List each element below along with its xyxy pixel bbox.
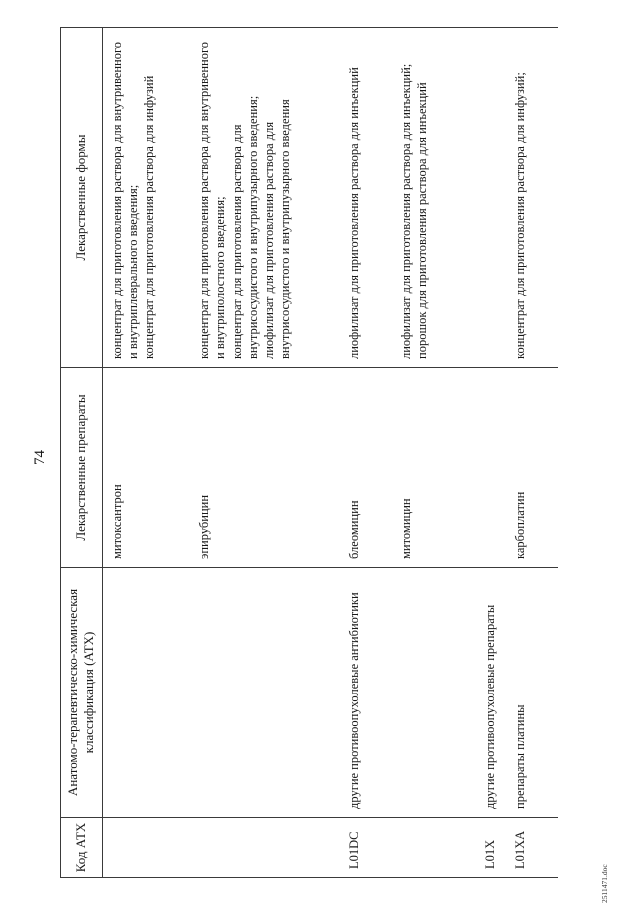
file-name-footer: 2511471.doc <box>600 864 609 903</box>
form-line: порошок для приготовления раствора для инъекций <box>415 82 430 359</box>
cell-drug: митоксантрон <box>102 368 190 568</box>
table-row <box>102 28 190 878</box>
form-line: концентрат для приготовления раствора для инфузий <box>142 75 156 359</box>
cell-drug: карбоплатин <box>506 368 558 568</box>
cell-forms <box>506 28 558 368</box>
cell-forms <box>392 28 476 368</box>
cell-forms <box>340 28 392 368</box>
form-line: концентрат для приготовления раствора для инфузий; <box>513 72 527 359</box>
form-line: концентрат для приготовления раствора для внутривенного и внутриплеврального введения; <box>109 41 140 359</box>
header-drugs: Лекарственные препараты <box>61 368 103 568</box>
cell-drug <box>476 368 506 568</box>
cell-forms <box>476 28 506 368</box>
page-number: 74 <box>32 450 48 465</box>
cell-drug: эпирубицин <box>190 368 340 568</box>
table-row <box>506 28 558 878</box>
cell-atc: препараты платины <box>506 568 558 818</box>
cell-drug: митомицин <box>392 368 476 568</box>
header-forms: Лекарственные формы <box>61 28 103 368</box>
cell-code: L01DC <box>340 818 392 878</box>
cell-code: L01X <box>476 818 506 878</box>
cell-atc <box>190 568 340 818</box>
table-row <box>476 28 506 878</box>
cell-forms <box>102 28 190 368</box>
table-header-row <box>61 28 103 878</box>
form-line: концентрат для приготовления раствора для внутрисосудистого и внутрипузырного введения; <box>229 95 260 359</box>
cell-atc: другие противоопухолевые препараты <box>476 568 506 818</box>
header-atc: Анатомо-терапевтическо-химическая классификация (АТХ) <box>61 568 103 818</box>
header-code: Код АТХ <box>61 818 103 878</box>
form-line: лиофилизат для приготовления раствора для инъекций <box>347 67 361 359</box>
cell-atc: другие противоопухолевые антибиотики <box>340 568 392 818</box>
cell-atc <box>102 568 190 818</box>
cell-drug: блеомицин <box>340 368 392 568</box>
drug-table <box>60 27 558 878</box>
form-line: концентрат для приготовления раствора для внутривенного и внутриполостного введения; <box>197 41 228 359</box>
table-row <box>190 28 340 878</box>
form-line: лиофилизат для приготовления раствора для инъекций; <box>399 63 413 359</box>
table-row <box>340 28 392 878</box>
cell-code <box>190 818 340 878</box>
cell-code <box>102 818 190 878</box>
table-row <box>392 28 476 878</box>
form-line: лиофилизат для приготовления раствора для внутрисосудистого и внутрипузырного введения <box>262 99 293 359</box>
cell-code: L01XA <box>506 818 558 878</box>
cell-atc <box>392 568 476 818</box>
cell-code <box>392 818 476 878</box>
cell-forms <box>190 28 340 368</box>
